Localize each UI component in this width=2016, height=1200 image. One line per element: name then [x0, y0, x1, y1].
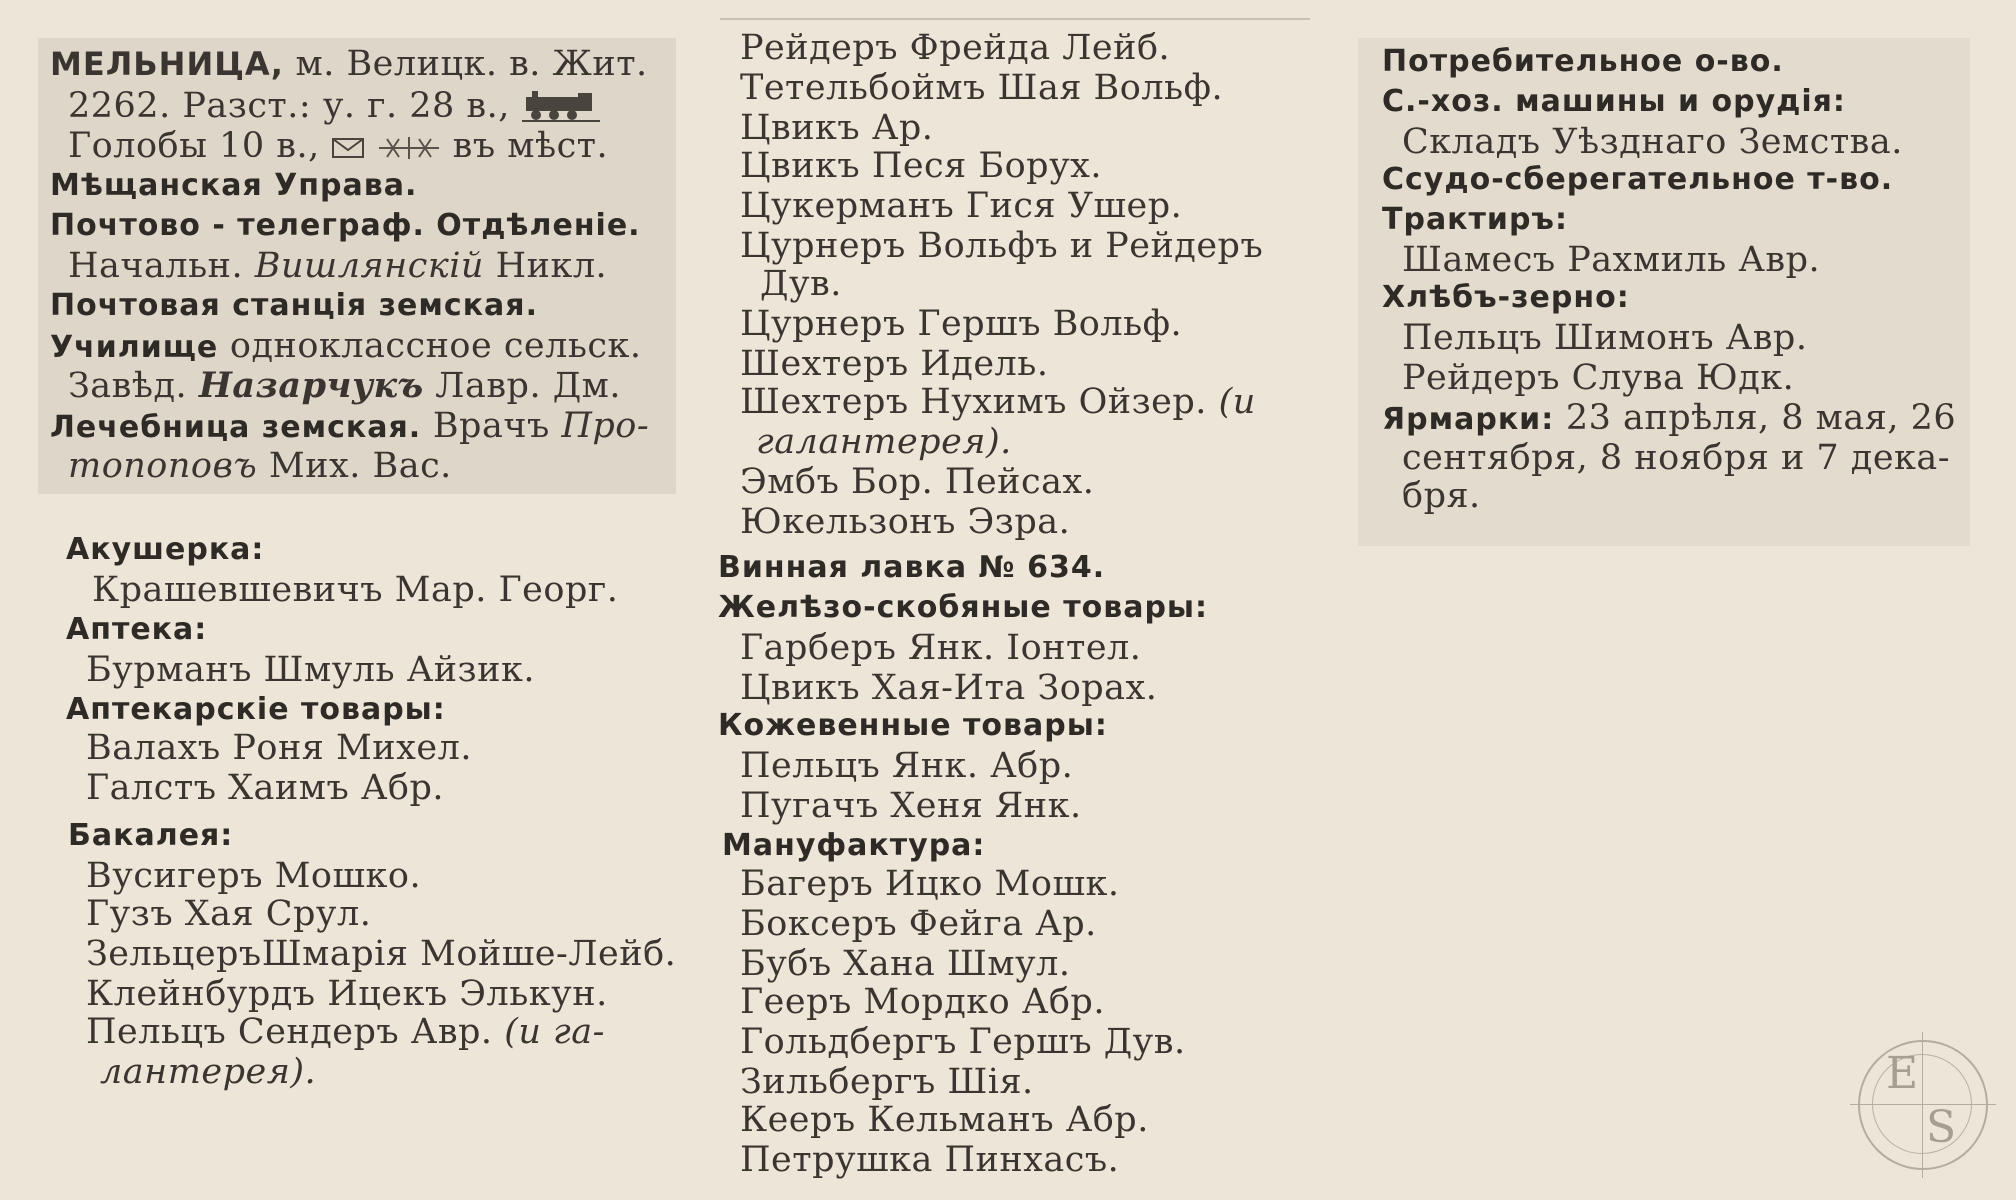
list-entry: Цурнеръ Гершъ Вольф. — [740, 304, 1183, 344]
list-entry: Галстъ Хаимъ Абр. — [86, 768, 444, 808]
list-entry: сентября, 8 ноября и 7 дека- — [1402, 438, 1951, 478]
railway-icon — [522, 89, 600, 123]
list-entry: Цвикъ Ар. — [740, 108, 934, 148]
list-entry: Цукерманъ Гися Ушер. — [740, 186, 1183, 226]
list-entry: Рейдеръ Слува Юдк. — [1402, 358, 1795, 398]
list-entry: Гееръ Мордко Абр. — [740, 982, 1105, 1022]
post-station: Почтовая станція земская. — [50, 288, 538, 323]
section-heading: Хлѣбъ-зерно: — [1382, 280, 1630, 315]
town-description: м. Велицк. в. Жит. — [295, 44, 648, 84]
section-heading: Кожевенные товары: — [718, 708, 1108, 743]
section-heading: Аптека: — [66, 612, 208, 647]
list-entry: Зильбергъ Шія. — [740, 1062, 1034, 1102]
top-rule — [720, 18, 1310, 20]
list-entry: Цвикъ Песя Борух. — [740, 146, 1103, 186]
list-entry: Вусигеръ Мошко. — [86, 856, 422, 896]
list-entry: Гузъ Хая Срул. — [86, 894, 372, 934]
list-entry: Бубъ Хана Шмул. — [740, 944, 1071, 984]
list-entry: Цвикъ Хая-Ита Зорах. — [740, 668, 1158, 708]
section-heading: Желѣзо-скобяные товары: — [718, 590, 1209, 625]
town-name: МЕЛЬНИЦА, — [50, 45, 284, 83]
post-line: Голобы 10 в., въ мѣст. — [68, 126, 609, 166]
list-entry: Гольдбергъ Гершъ Дув. — [740, 1022, 1186, 1062]
fairs-line: Ярмарки: 23 апрѣля, 8 мая, 26 — [1382, 398, 1957, 438]
section-heading: Трактиръ: — [1382, 202, 1568, 237]
seal-letter-e: E — [1886, 1048, 1919, 1099]
list-entry: бря. — [1402, 476, 1481, 516]
list-entry: Клейнбурдъ Ицекъ Элькун. — [86, 974, 608, 1014]
section-heading: Винная лавка № 634. — [718, 550, 1106, 585]
section-heading: Акушерка: — [66, 532, 265, 567]
post-chief-line: Начальн. Вишлянскій Никл. — [68, 246, 608, 286]
list-entry: Складъ Уѣзднаго Земства. — [1402, 122, 1903, 162]
list-entry: Шамесъ Рахмиль Авр. — [1402, 240, 1821, 280]
list-entry: Гарберъ Янк. Іонтел. — [740, 628, 1142, 668]
list-entry: Цурнеръ Вольфъ и Рейдеръ — [740, 226, 1264, 266]
section-heading: С.-хоз. машины и орудія: — [1382, 84, 1846, 119]
town-council: Мѣщанская Управа. — [50, 168, 418, 203]
list-entry: Эмбъ Бор. Пейсах. — [740, 462, 1095, 502]
list-entry: Бурманъ Шмуль Айзик. — [86, 650, 535, 690]
list-entry: Петрушка Пинхасъ. — [740, 1140, 1120, 1180]
list-entry: Шехтеръ Нухимъ Ойзер. (и — [740, 382, 1256, 422]
list-entry: Крашевшевичъ Мар. Георг. — [92, 570, 619, 610]
distance-line: 2262. Разст.: у. г. 28 в., — [68, 86, 600, 126]
seal-letter-s: S — [1926, 1102, 1957, 1153]
section-heading: Аптекарскіе товары: — [66, 692, 446, 727]
school-line: Училище одноклассное сельск. — [50, 326, 642, 366]
list-entry: Боксеръ Фейга Ар. — [740, 904, 1097, 944]
list-entry: Пельцъ Сендеръ Авр. (и га- — [86, 1012, 605, 1052]
list-entry: Шехтеръ Идель. — [740, 344, 1049, 384]
watermark-seal — [1858, 1040, 1988, 1170]
list-entry: Дув. — [760, 264, 842, 304]
post-envelope-icon — [331, 137, 365, 159]
hospital-doctor-line: топоповъ Мих. Вас. — [68, 446, 452, 486]
school-head-line: Завѣд. Назарчукъ Лавр. Дм. — [68, 365, 622, 406]
section-heading: Ссудо-сберегательное т-во. — [1382, 162, 1894, 197]
town-heading-line — [50, 44, 648, 84]
list-entry: лантерея). — [100, 1052, 317, 1092]
list-entry: Тетельбоймъ Шая Вольф. — [740, 68, 1224, 108]
section-heading: Бакалея: — [68, 818, 234, 853]
list-entry: Валахъ Роня Михел. — [86, 728, 472, 768]
list-entry: Рейдеръ Фрейда Лейб. — [740, 28, 1171, 68]
list-entry: Пугачъ Хеня Янк. — [740, 786, 1082, 826]
list-entry: Багеръ Ицко Мошк. — [740, 864, 1120, 904]
hospital-line: Лечебница земская. Врачъ Про- — [50, 406, 650, 446]
list-entry: галантерея). — [756, 422, 1012, 462]
list-entry: Пельцъ Янк. Абр. — [740, 746, 1074, 786]
list-entry: ЗельцеръШмарія Мойше-Лейб. — [86, 934, 677, 974]
telegraph-icon — [377, 133, 441, 163]
section-heading: Мануфактура: — [722, 828, 986, 863]
list-entry: Пельцъ Шимонъ Авр. — [1402, 318, 1808, 358]
list-entry: Кееръ Кельманъ Абр. — [740, 1100, 1149, 1140]
section-heading: Потребительное о-во. — [1382, 44, 1784, 79]
post-office: Почтово - телеграф. Отдѣленіе. — [50, 208, 641, 243]
list-entry: Юкельзонъ Эзра. — [740, 502, 1071, 542]
